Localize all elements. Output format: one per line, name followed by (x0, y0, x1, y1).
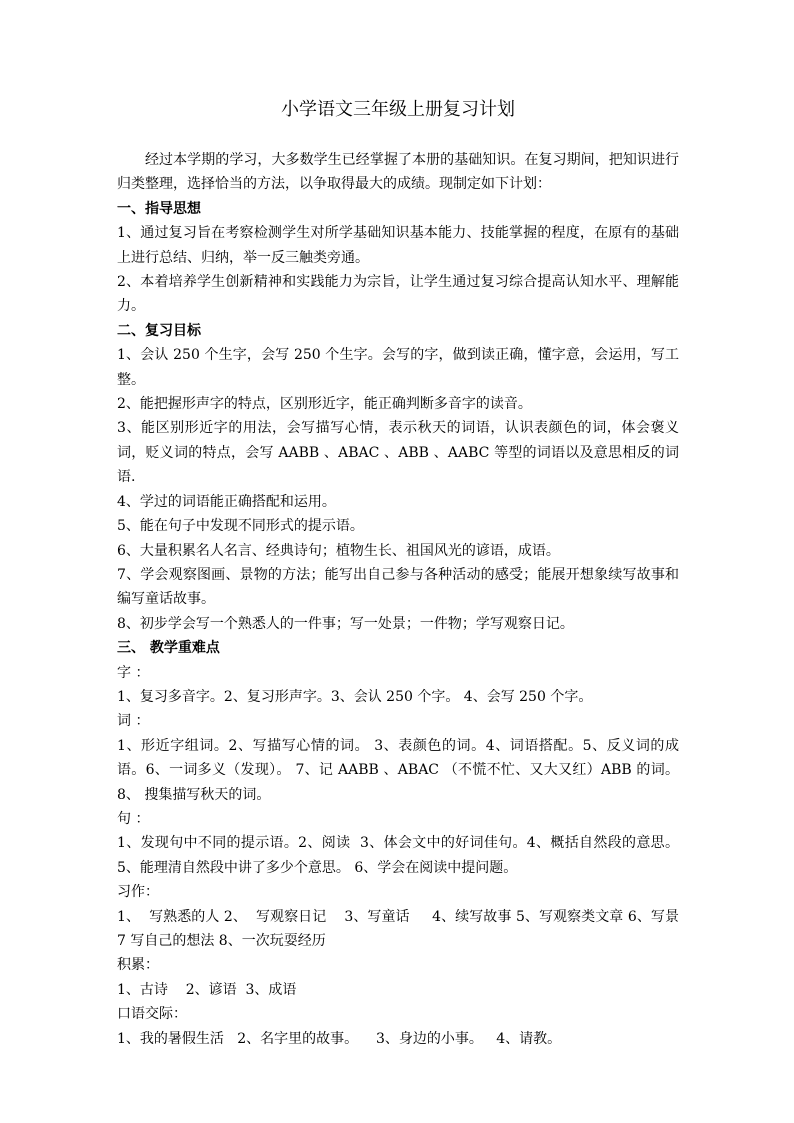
subheading-zi: 字 ： (117, 664, 150, 681)
section3-line: 1、古诗 2、谚语 3、成语 (117, 981, 297, 998)
section2-item: 5、能在句子中发现不同形式的提示语。 (117, 518, 364, 535)
subheading-ci: 词 ： (117, 713, 150, 730)
section3-line: 1、发现句中不同的提示语。2、阅读 3、体会文中的好词佳句。4、概括自然段的意思。5、能理清自然段中讲了多少个意思。 6、学会在阅读中提问题。 (117, 835, 679, 876)
section3-line: 1、形近字组词。2、写描写心情的词。 3、表颜色的词。4、词语搭配。5、反义词的成语。6、一词多义（发现）。 7、记 AABB 、ABAC （不慌不忙、又大又红）ABB 的词。8、 搜集描写秋天的词。 (117, 737, 679, 803)
section3-line: 1、我的暑假生活 2、名字里的故事。 3、身边的小事。 4、请教。 (117, 1030, 562, 1047)
document-title: 小学语文三年级上册复习计划 (281, 99, 515, 120)
intro-paragraph: 经过本学期的学习，大多数学生已经掌握了本册的基础知识。在复习期间，把知识进行归类整理，选择恰当的方法，以争取得最大的成绩。现制定如下计划： (117, 152, 679, 193)
section2-item: 1、会认 250 个生字，会写 250 个生字。会写的字，做到读正确，懂字意，会运用，写工整。 (117, 347, 679, 388)
section3-heading: 三、 教学重难点 (117, 640, 220, 657)
section1-item: 1、通过复习旨在考察检测学生对所学基础知识基本能力、技能掌握的程度，在原有的基础上进行总结、归纳，举一反三触类旁通。 (117, 225, 679, 266)
document-page (117, 98, 684, 1051)
subheading-jilei: 积累： (117, 957, 159, 974)
section2-heading: 二、复习目标 (117, 322, 201, 339)
section3-line: 1、 写熟悉的人 2、 写观察日记 3、写童话 4、续写故事 5、写观察类文章 6、写景 7 写自己的想法 8、一次玩耍经历 (117, 908, 684, 949)
section2-item: 4、学过的词语能正确搭配和运用。 (117, 493, 336, 510)
subheading-kouyu: 口语交际： (117, 1006, 187, 1023)
section2-item: 2、能把握形声字的特点，区别形近字，能正确判断多音字的读音。 (117, 396, 532, 413)
subheading-ju: 句 ： (117, 810, 150, 827)
section2-item: 6、大量积累名人名言、经典诗句；植物生长、祖国风光的谚语，成语。 (117, 542, 560, 559)
section3-line: 1、复习多音字。2、复习形声字。3、会认 250 个字。 4、会写 250 个字。 (117, 688, 593, 705)
section1-item: 2、本着培养学生创新精神和实践能力为宗旨，让学生通过复习综合提高认知水平、理解能力。 (117, 274, 679, 315)
section2-item: 3、能区别形近字的用法，会写描写心情，表示秋天的词语，认识表颜色的词，体会褒义词，贬义词的特点，会写 AABB 、ABAC 、ABB 、AABC 等型的词语以及意思相反的词语. (117, 420, 679, 486)
section2-item: 7、学会观察图画、景物的方法；能写出自己参与各种活动的感受；能展开想象续写故事和编写童话故事。 (117, 566, 679, 608)
section2-item: 8、初步学会写一个熟悉人的一件事；写一处景；一件物；学写观察日记。 (117, 615, 574, 632)
subheading-xizuo: 习作： (117, 884, 159, 901)
section1-heading: 一、指导思想 (117, 200, 201, 217)
